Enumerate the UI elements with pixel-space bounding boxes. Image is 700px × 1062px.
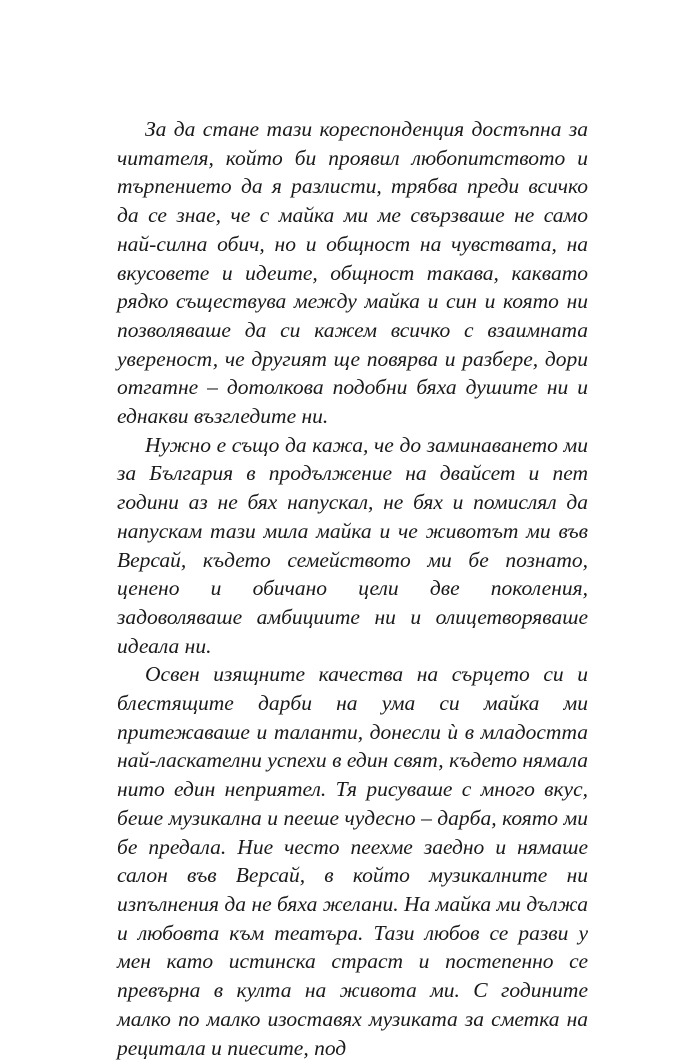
paragraph-1: За да стане тази кореспонденция достъпна за читателя, който би проявил любопитството и търпението да я разлисти, трябва преди всичко да се знае, че с майка ми ме свързваше не само най-силна обич, но и общност на чувствата, на вкусовете и идеите, общност такава, каквато рядко съществува между майка и син и която ни позволяваше да си кажем всичко с взаимната увереност, че другият ще повярва и разбере, дори отгатне – дотолкова подобни бяха душите ни и еднакви възгледите ни. xyxy=(117,117,588,429)
paragraph-3: Освен изящните качества на сърцето си и блестящите дарби на ума си майка ми притежаваше и таланти, донесли ѝ в младостта най-ласкателни успехи в един свят, където нямала нито един неприятел. Тя рисуваше с много вкус, беше музикална и пееше чудесно – дарба, която ми бе предала. Ние често пеехме заедно и нямаше салон във Версай, в който музикалните ни изпълнения да не бяха желани. На майка ми дължа и любовта към театъра. Тази любов се разви у мен като истинска страст и постепенно се превърна в култа на живота ми. С годините малко по малко изоставях музиката за сметка на рецитала и пиесите, под xyxy=(117,662,588,1060)
paragraph-2: Нужно е също да кажа, че до заминаването ми за България в продължение на двайсет и пет години аз не бях напускал, не бях и помислял да напускам тази мила майка и че животът ми във Версай, където семейството ми бе познато, ценено и обичано цели две поколения, задоволяваше амбициите ни и олицетворяваше идеала ни. xyxy=(117,432,588,658)
page-body xyxy=(117,115,588,1062)
